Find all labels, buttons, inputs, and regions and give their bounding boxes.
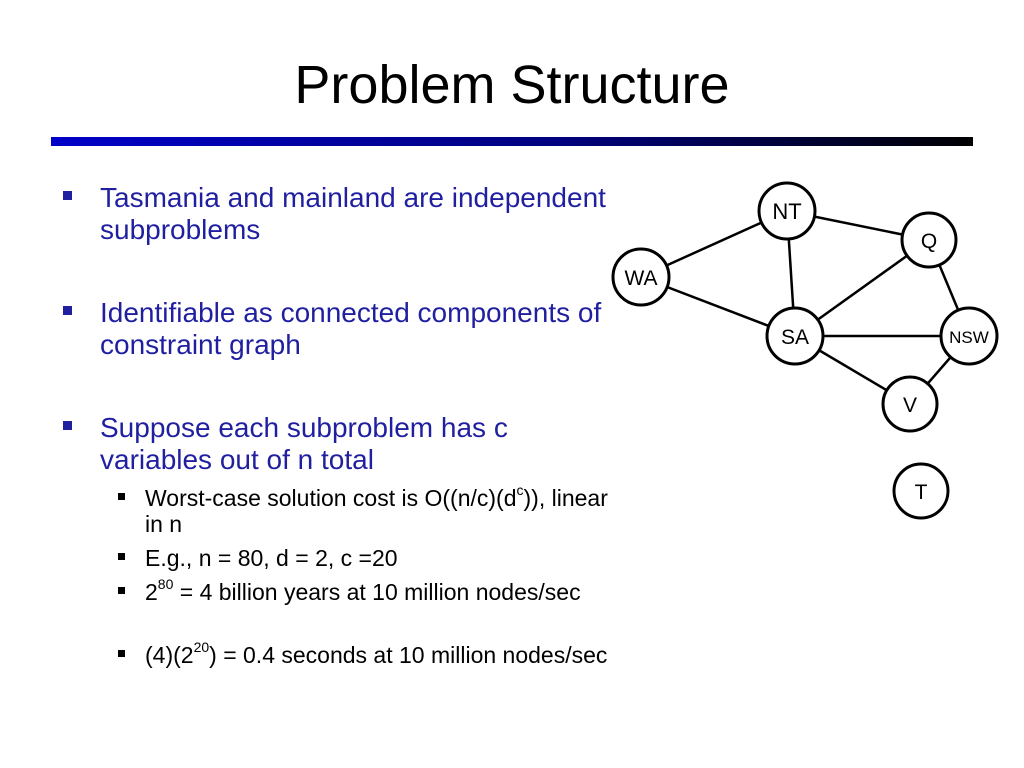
node-label: WA (624, 267, 658, 290)
square-bullet-icon (63, 421, 72, 430)
slide-title: Problem Structure (294, 55, 730, 115)
sub-bullet-text-part: = 4 billion years at 10 million nodes/sec (173, 579, 581, 605)
bullet-text: Suppose each subproblem has c variables out of n total (100, 412, 508, 475)
square-bullet-icon (118, 650, 125, 657)
bullet-item (100, 182, 620, 246)
superscript: c (516, 482, 524, 499)
superscript: 20 (193, 639, 210, 656)
sub-bullet-text-part: Worst-case solution cost is O((n/c)(d (145, 485, 517, 511)
sub-bullet-item (145, 482, 615, 537)
sub-bullet-item (145, 576, 615, 605)
graph-node-t (894, 464, 948, 518)
node-label: T (914, 481, 928, 504)
square-bullet-icon (118, 553, 125, 560)
sub-bullet-text (145, 482, 608, 537)
node-label: NSW (949, 328, 989, 347)
constraint-graph (600, 175, 1010, 535)
sub-bullet-text-part: 2 (145, 579, 158, 605)
square-bullet-icon (118, 587, 125, 594)
graph-node-v (883, 377, 937, 431)
sub-bullet-text-part: E.g., n = 80, d = 2, c =20 (145, 545, 398, 571)
graph-node-nt (759, 183, 815, 239)
sub-bullet-text-part: (4)(2 (145, 642, 194, 668)
graph-node-wa (613, 249, 669, 305)
node-label: V (902, 394, 918, 417)
square-bullet-icon (118, 493, 125, 500)
bullet-text: Identifiable as connected components of constraint graph (100, 297, 602, 360)
sub-bullet-text-part: )), linear in n (145, 485, 608, 537)
node-label: NT (772, 199, 802, 224)
bullet-text: Tasmania and mainland are independent subproblems (100, 182, 606, 245)
sub-bullet-text (145, 545, 398, 571)
bullet-item (100, 297, 620, 361)
graph-node-q (902, 213, 956, 267)
node-label: Q (920, 230, 938, 253)
square-bullet-icon (63, 306, 72, 315)
sub-bullet-item (145, 639, 615, 668)
title-underline (51, 137, 973, 146)
superscript: 80 (157, 576, 174, 593)
sub-bullet-text (145, 576, 581, 605)
sub-bullet-text (145, 639, 608, 668)
graph-node-nsw (941, 308, 997, 364)
square-bullet-icon (63, 191, 72, 200)
node-label: SA (780, 326, 810, 349)
graph-node-sa (767, 308, 823, 364)
bullet-item (100, 412, 620, 476)
sub-bullet-text-part: ) = 0.4 seconds at 10 million nodes/sec (209, 642, 608, 668)
sub-bullet-item (145, 545, 615, 571)
